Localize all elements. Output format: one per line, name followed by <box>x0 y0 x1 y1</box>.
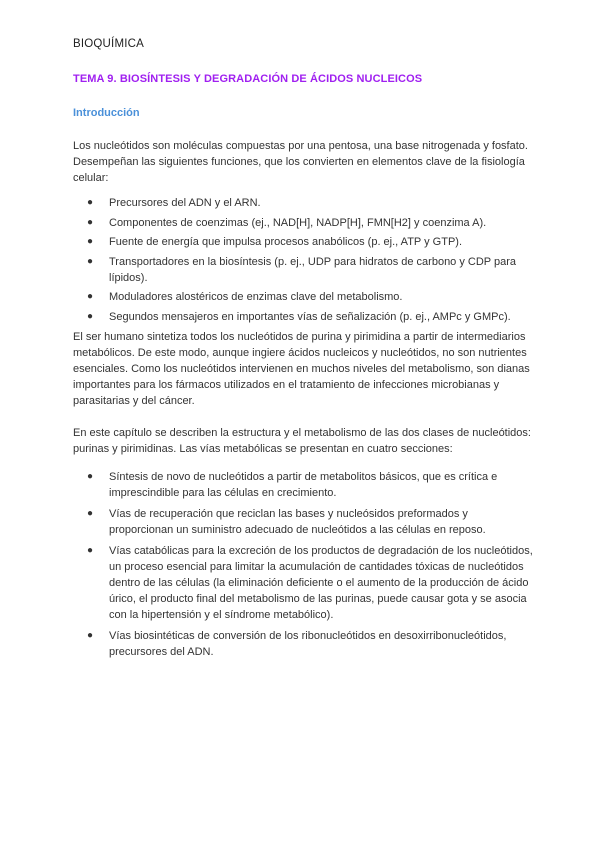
list-item-text: Precursores del ADN y el ARN. <box>109 197 261 209</box>
list-item <box>73 254 533 286</box>
bullet-icon: ● <box>87 216 94 228</box>
body-content <box>73 138 533 665</box>
list-item-text: Moduladores alostéricos de enzimas clave del metabolismo. <box>109 291 403 304</box>
synthesis-paragraph: El ser humano sintetiza todos los nucleótidos de purina y pirimidina a partir de intermediarios metabólicos. De este modo, aunque ingiere ácidos nucleicos y nucleótidos, no son nutrientes esenciales. Como los nucleótidos intervienen en muchos niveles del metabolismo, son dianas importantes para los fármacos utilizados en el tratamiento de infecciones microbianas y parasitarias y del cáncer. <box>73 330 530 407</box>
list-item <box>73 234 533 250</box>
list-item <box>73 309 533 325</box>
section-heading: Introducción <box>73 107 140 119</box>
list-item-text: Fuente de energía que impulsa procesos anabólicos (p. ej., ATP y GTP). <box>109 236 463 249</box>
chapter-overview-paragraph: En este capítulo se describen la estructura y el metabolismo de las dos clases de nucleótidos: purinas y pirimidinas. Las vías metabólicas se presentan en cuatro secciones: <box>73 426 531 455</box>
bullet-icon: ● <box>87 310 94 322</box>
bullet-icon: ● <box>87 236 94 248</box>
list-item <box>73 628 533 660</box>
bullet-icon: ● <box>87 544 94 556</box>
list-item-text: Segundos mensajeros en importantes vías de señalización (p. ej., AMPc y GMPc). <box>109 310 511 323</box>
bullet-icon: ● <box>87 470 94 482</box>
list-item-text: Síntesis de novo de nucleótidos a partir de metabolitos básicos, que es crítica e imprescindible para las células en crecimiento. <box>109 470 498 499</box>
list-item-text: Vías catabólicas para la excreción de los productos de degradación de los nucleótidos, un proceso esencial para limitar la acumulación de cantidades tóxicas de nucleótidos dentro de las células (la eliminación deficiente o el aumento de la producción de ácido úrico, el producto final del metabolismo de las purinas, puede causar gota y se asocia con la hipertensión y el síndrome metabólico). <box>109 544 533 621</box>
bullet-icon: ● <box>87 507 94 519</box>
list-item <box>73 469 533 501</box>
list-item-text: Vías de recuperación que reciclan las bases y nucleósidos preformados y proporcionan un suministro adecuado de nucleótidos a las células en reposo. <box>109 507 486 536</box>
list-item-text: Transportadores en la biosíntesis (p. ej., UDP para hidratos de carbono y CDP para lípidos). <box>109 255 517 284</box>
list-item <box>73 215 533 231</box>
list-item-text: Vías biosintéticas de conversión de los ribonucleótidos en desoxirribonucleótidos, precursores del ADN. <box>109 629 507 658</box>
chapter-title: TEMA 9. BIOSÍNTESIS Y DEGRADACIÓN DE ÁCIDOS NUCLEICOS <box>73 73 423 85</box>
bullet-icon: ● <box>87 629 94 641</box>
functions-list <box>73 195 533 325</box>
intro-paragraph: Los nucleótidos son moléculas compuestas por una pentosa, una base nitrogenada y fosfato. Desempeñan las siguientes funciones, que los convierten en elementos clave de la fisiología celular: <box>73 140 528 184</box>
list-item <box>73 195 533 211</box>
bullet-icon: ● <box>87 291 94 303</box>
running-header: BIOQUÍMICA <box>73 38 145 50</box>
bullet-icon: ● <box>87 197 94 208</box>
list-item <box>73 543 533 623</box>
list-item-text: Componentes de coenzimas (ej., NAD[H], NADP[H], FMN[H2] y coenzima A). <box>109 216 487 229</box>
bullet-icon: ● <box>87 255 94 267</box>
pathways-list <box>73 469 533 660</box>
list-item <box>73 506 533 538</box>
list-item <box>73 289 533 305</box>
